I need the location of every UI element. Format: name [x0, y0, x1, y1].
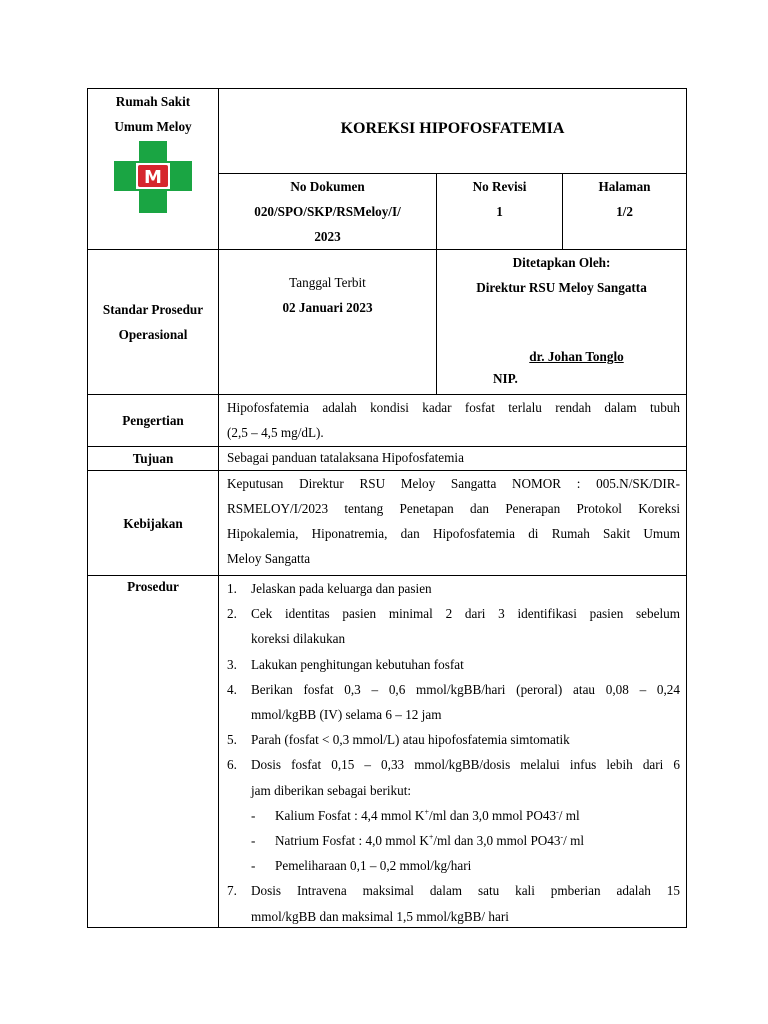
dose-text: Pemeliharaan 0,1 – 0,2 mmol/kg/hari [275, 858, 472, 874]
step-number: 1. [227, 581, 237, 596]
sop-document [87, 88, 687, 928]
bullet-dash: - [251, 858, 256, 874]
dose-text: Kalium Fosfat : 4,4 mmol K [275, 807, 425, 823]
doc-number-line2: 2023 [314, 229, 341, 244]
set-by-title: Direktur RSU Meloy Sangatta [476, 280, 647, 295]
step-text-line2: mmol/kgBB dan maksimal 1,5 mmol/kgBB/ hari [251, 908, 509, 924]
kebijakan-line4: Meloy Sangatta [227, 551, 311, 566]
page-label: Halaman [598, 179, 651, 194]
doc-number-cell [218, 173, 437, 250]
step-text: Parah (fosfat < 0,3 mmol/L) atau hipofosfatemia simtomatik [251, 732, 570, 748]
doc-number-line1: 020/SPO/SKP/RSMeloy/I/ [254, 204, 401, 219]
page-value: 1/2 [616, 204, 633, 219]
revision-value: 1 [496, 204, 503, 219]
revision-cell [436, 173, 563, 250]
sop-type-line1: Standar Prosedur [102, 302, 204, 317]
step-text: Jelaskan pada keluarga dan pasien [251, 581, 432, 596]
bullet-dash: - [251, 833, 256, 849]
document-title: KOREKSI HIPOFOSFATEMIA [340, 120, 565, 137]
dose-text: /ml dan 3,0 mmol PO43 [433, 833, 561, 849]
prosedur-label: Prosedur [127, 579, 179, 594]
procedure-step-7 [227, 878, 680, 928]
dose-text: / ml [563, 833, 585, 849]
nip-label: NIP. [493, 371, 518, 386]
dose-text: /ml dan 3,0 mmol PO43 [428, 807, 557, 823]
superscript: + [424, 807, 429, 817]
bullet-dash: - [251, 807, 256, 823]
pengertian-text-cell [218, 394, 687, 447]
step-number: 5. [227, 732, 237, 748]
issued-cell [218, 249, 437, 395]
step-number: 6. [227, 757, 237, 773]
hospital-logo [114, 141, 192, 213]
procedure-step-4 [227, 677, 680, 727]
procedure-step-2 [227, 601, 680, 651]
superscript: - [560, 832, 564, 842]
dose-text: / ml [558, 807, 580, 823]
step-text-line2: mmol/kgBB (IV) selama 6 – 12 jam [251, 707, 442, 723]
hospital-cell [87, 88, 219, 250]
procedure-step-1 [227, 576, 680, 601]
signer-name: dr. Johan Tonglo [529, 349, 624, 364]
issued-label: Tanggal Terbit [289, 275, 366, 290]
sop-type-line2: Operasional [118, 327, 188, 342]
revision-label: No Revisi [472, 179, 527, 194]
sop-type-cell [87, 249, 219, 395]
pengertian-label-cell [87, 394, 219, 447]
logo-letter: M [144, 167, 162, 188]
step-text-line1: Cek identitas pasien minimal 2 dari 3 identifikasi pasien sebelum [251, 606, 680, 622]
step-text-line1: Berikan fosfat 0,3 – 0,6 mmol/kgBB/hari (peroral) atau 0,08 – 0,24 [251, 681, 680, 697]
dose-item-kalium [227, 803, 680, 828]
issued-date: 02 Januari 2023 [282, 300, 373, 315]
pengertian-label: Pengertian [122, 413, 184, 428]
tujuan-label: Tujuan [132, 451, 174, 466]
step-text-line1: Dosis Intravena maksimal dalam satu kali pmberian adalah 15 [251, 883, 680, 899]
approval-cell [436, 249, 687, 395]
kebijakan-label: Kebijakan [123, 515, 183, 531]
dose-text: Natrium Fosfat : 4,0 mmol K [275, 833, 429, 849]
kebijakan-text-cell [218, 470, 687, 576]
kebijakan-line3: Hipokalemia, Hiponatremia, dan Hipofosfatemia di Rumah Sakit Umum [227, 526, 680, 541]
step-text-line1: Dosis fosfat 0,15 – 0,33 mmol/kgBB/dosis melalui infus lebih dari 6 [251, 757, 680, 773]
step-text-line2: jam diberikan sebagai berikut: [251, 782, 412, 798]
dose-item-natrium [227, 828, 680, 853]
pengertian-line2: (2,5 – 4,5 mg/dL). [227, 425, 324, 440]
tujuan-label-cell [87, 446, 219, 471]
step-text-line2: koreksi dilakukan [251, 631, 346, 647]
step-number: 7. [227, 883, 237, 899]
kebijakan-line1: Keputusan Direktur RSU Meloy Sangatta NOMOR : 005.N/SK/DIR- [227, 476, 680, 491]
procedure-step-6 [227, 752, 680, 802]
set-by-label: Ditetapkan Oleh: [512, 255, 611, 270]
pengertian-line1: Hipofosfatemia adalah kondisi kadar fosfat terlalu rendah dalam tubuh [227, 400, 680, 415]
kebijakan-line2: RSMELOY/I/2023 tentang Penetapan dan Penerapan Protokol Koreksi [227, 501, 680, 516]
procedure-step-5 [227, 727, 680, 752]
title-cell [218, 88, 687, 174]
step-number: 2. [227, 606, 237, 622]
tujuan-text-cell [218, 446, 687, 471]
step-text: Lakukan penghitungan kebutuhan fosfat [251, 656, 464, 672]
prosedur-text-cell [218, 575, 687, 928]
step-number: 4. [227, 681, 237, 697]
page-cell [562, 173, 687, 250]
superscript: + [428, 832, 434, 842]
hospital-name-line1: Rumah Sakit [115, 94, 191, 109]
dose-item-maintenance [227, 853, 680, 878]
tujuan-text: Sebagai panduan tatalaksana Hipofosfatemia [227, 450, 464, 465]
step-number: 3. [227, 656, 237, 672]
kebijakan-label-cell [87, 470, 219, 576]
prosedur-label-cell [87, 575, 219, 928]
superscript: - [556, 807, 559, 817]
hospital-name-line2: Umum Meloy [114, 119, 192, 134]
procedure-step-3 [227, 652, 680, 677]
doc-number-label: No Dokumen [290, 179, 365, 194]
